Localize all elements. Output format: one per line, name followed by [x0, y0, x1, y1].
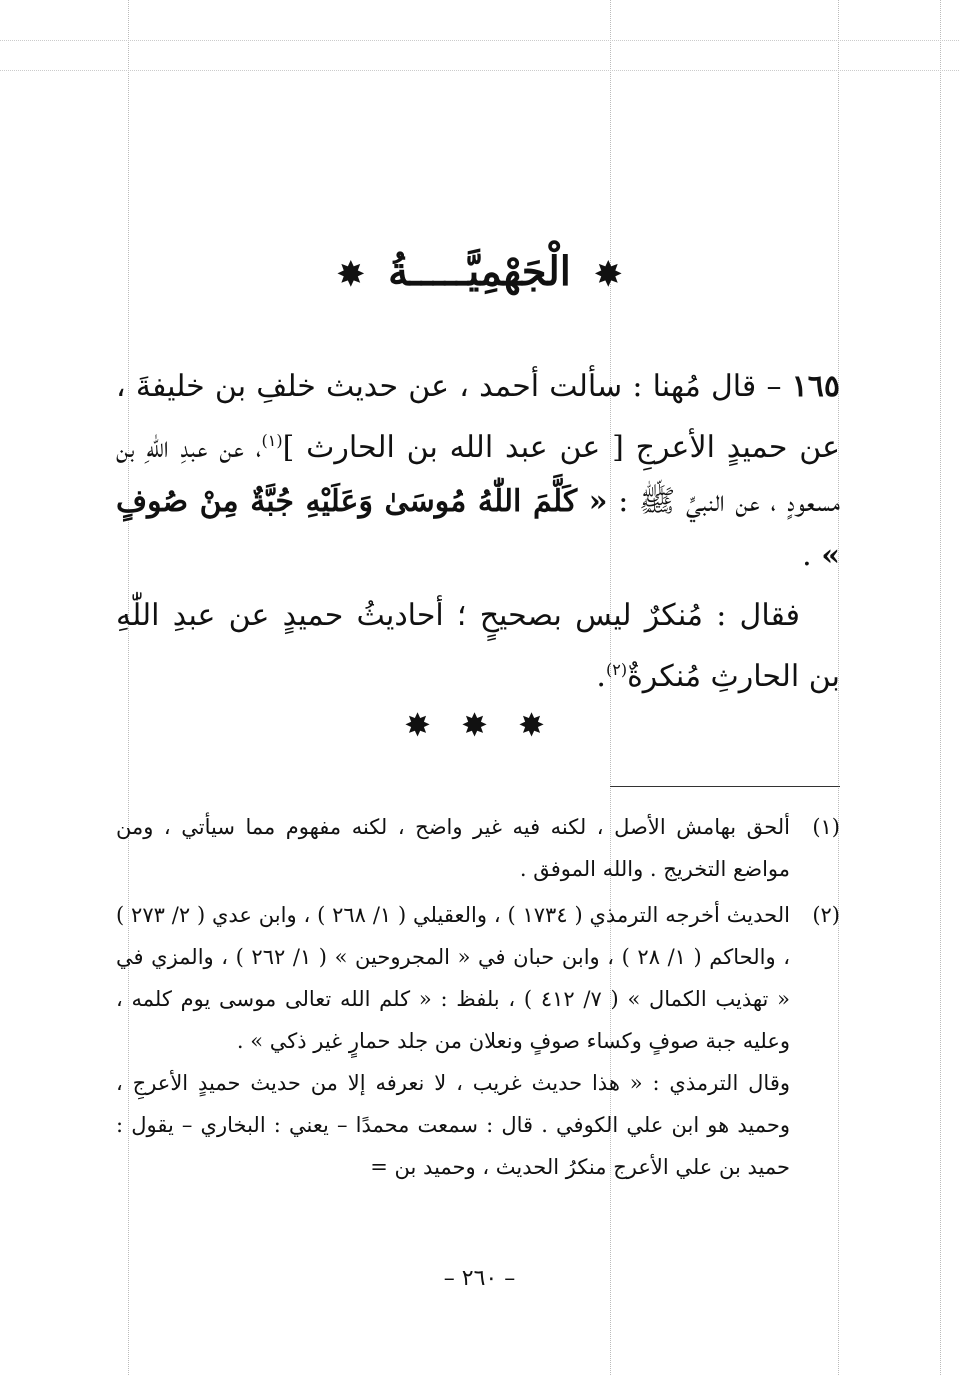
response-paragraph [116, 589, 840, 704]
guide-line [940, 0, 941, 1375]
star-ornament-icon: ✸ [594, 255, 622, 293]
footnote-number: (١) [812, 815, 840, 839]
footnote-text-continued: وقال الترمذي : « هذا حديث غريب ، لا نعرفه إلا من حديث حميدٍ الأعرجِ ، وحميد هو ابن علي الكوفي . قال : سمعت محمدًا – يعني : البخاري – يقول : حميد بن علي الأعرج منكرُ الحديث ، وحميد بن = [116, 1071, 790, 1179]
section-divider-stars: ✸ ✸ ✸ [404, 706, 555, 744]
footnote-2 [116, 894, 840, 1188]
entry-chain: ، عن عبدِ اللّٰهِ بن مسعودٍ ، عن النبيِّ ﷺ : [116, 430, 841, 519]
footnote-text: الحديث أخرجه الترمذي ( ١٧٣٤ ) ، والعقيلي ( ١/ ٢٦٨ ) ، وابن عدي ( ٢/ ٢٧٣ ) ، والحاكم ( ١/ ٢٨ ) ، وابن حبان في « المجروحين » ( ١/ ٢٦٢ ) ، والمزي في « تهذيب الكمال » ( ٧/ ٤١٢ ) ، بلفظ : [116, 903, 790, 1011]
footnote-text: ألحق بهامش الأصل ، لكنه فيه غير واضح ، لكنه مفهوم مما سيأتي ، ومن مواضع التخريج . والله الموفق . [116, 815, 790, 881]
chapter-title-text: الْجَهْمِيَّـــــةُ [388, 248, 571, 295]
chapter-title [0, 240, 959, 306]
guide-line [0, 40, 959, 41]
hadith-entry [116, 360, 840, 704]
footnote-number: (٢) [812, 903, 840, 927]
footnote-ref-2: (٢) [605, 660, 628, 679]
entry-end: . [802, 538, 822, 573]
entry-number: ١٦٥ [791, 369, 840, 404]
guide-line [0, 70, 959, 71]
footnote-ref-1: (١) [261, 431, 283, 450]
hadith-quote: « كَلَّمَ اللّٰهُ مُوسَىٰ وَعَلَيْهِ جُبَّةٌ مِنْ صُوفٍ » [116, 484, 840, 573]
page-number: – ٢٦٠ – [443, 1266, 516, 1291]
footnotes [116, 806, 840, 1188]
entry-intro: – قال مُهنا : سألت أحمد ، عن حديث خلفِ بن خليفةَ ، عن حميدٍ الأعرجِ [ عن عبد الله بن الحارث ] [116, 369, 840, 465]
footnote-quote: « كلم الله تعالى موسى يوم كلمه ، وعليه جبة صوفٍ وكساء صوفٍ ونعلان من جلد حمارٍ غير ذكي » . [116, 987, 790, 1053]
entry-paragraph [116, 360, 840, 583]
star-ornament-icon: ✸ [337, 255, 365, 293]
footnote-separator [610, 786, 840, 787]
response-end: . [596, 659, 606, 694]
footnote-1 [116, 806, 840, 890]
response-text: فقال : مُنكرٌ ليس بصحيحٍ ؛ أحاديثُ حميدٍ عن عبدِ اللّٰهِ بن الحارثِ مُنكرةٌ [116, 598, 840, 694]
